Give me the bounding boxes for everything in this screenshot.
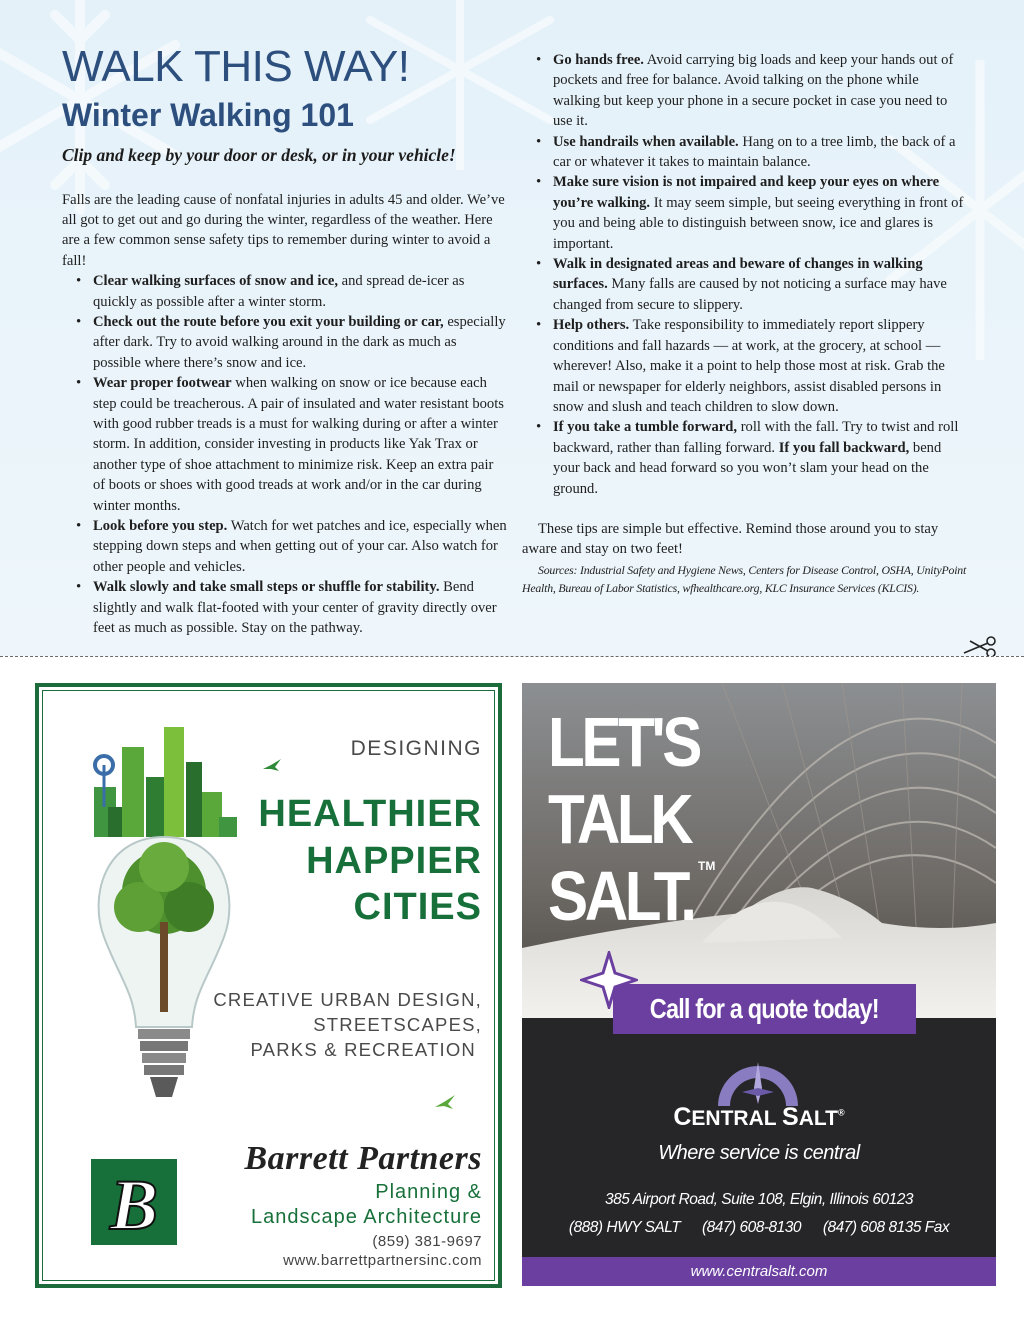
article-tagline: Clip and keep by your door or desk, or in your vehicle! xyxy=(62,144,456,165)
fax-number[interactable]: (847) 608 8135 Fax xyxy=(822,1219,950,1236)
barrett-partners-logo xyxy=(91,1159,177,1245)
trademark-symbol: TM xyxy=(698,859,716,873)
scissors-icon xyxy=(960,632,1000,656)
tip-item: • Look before you step. Watch for wet patches and ice, especially when stepping down steps and when getting out of your car. Also watch for other people and vehicles. xyxy=(62,516,507,577)
article-left-column xyxy=(62,44,507,639)
ad-headline-line: HEALTHIER xyxy=(258,793,482,835)
tip-item: • If you take a tumble forward, roll with the fall. Try to twist and roll backward, rather than falling forward. If you fall backward, bend your back and head forward so you won’t slam your head on the ground. xyxy=(522,417,967,499)
article-sources: Sources: Industrial Safety and Hygiene News, Centers for Disease Control, OSHA, UnityPoint Health, Bureau of Labor Statistics, wfhealthcare.org, KLC Insurance Services (KLCIS). xyxy=(522,562,967,596)
company-name: Barrett Partners xyxy=(244,1140,482,1177)
phone-number[interactable]: (847) 608-8130 xyxy=(702,1219,801,1236)
tip-item: • Wear proper footwear when walking on snow or ice because each step could be treacherous. A pair of insulated and water resistant boots with good rubber treads is a must for walking during or after a winter storm. In addition, consider investing in products like Yak Trax or another type of shoe attachment to minimize risk. Keep an extra pair of boots or shoes with good treads at work and/or in the car during winter months. xyxy=(62,373,507,516)
tip-item: • Clear walking surfaces of snow and ice, and spread de-icer as quickly as possible after a winter storm. xyxy=(62,271,507,312)
star-burst-icon xyxy=(580,951,638,1009)
call-for-quote-button[interactable]: Call for a quote today! xyxy=(613,984,916,1034)
phone-number[interactable]: (888) HWY SALT xyxy=(568,1219,681,1236)
tip-item: • Walk in designated areas and beware of changes in walking surfaces. Many falls are caused by not noticing a surface may have changed from secure to slippery. xyxy=(522,254,967,315)
tips-list-left xyxy=(62,271,507,638)
company-phone[interactable]: (859) 381-9697 xyxy=(372,1233,482,1250)
tip-item: • Go hands free. Avoid carrying big loads and keep your hands out of pockets and free for balance. Avoid talking on the phone while walking but keep your phone in a secure pocket in case you need to use it. xyxy=(522,50,967,132)
ad-headline-line: HAPPIER xyxy=(306,840,482,882)
central-salt-ad[interactable] xyxy=(522,683,996,1286)
compass-logo-icon xyxy=(712,1056,804,1108)
company-tagline: Planning & xyxy=(375,1181,482,1203)
tip-item: • Use handrails when available. Hang on to a tree limb, the back of a car or whatever it takes to maintain balance. xyxy=(522,132,967,173)
company-website-link[interactable]: www.barrettpartnersinc.com xyxy=(283,1252,482,1269)
tip-item: • Make sure vision is not impaired and keep your eyes on where you’re walking. It may seem simple, but seeing everything in front of you and being able to distinguish between snow, ice and glares is important. xyxy=(522,172,967,254)
tip-item: • Help others. Take responsibility to immediately report slippery conditions and fall hazards — at work, at the grocery, at school — wherever! Also, make it a point to help those most at risk. Grab the mail or newspaper for elderly neighbors, assist disabled persons in snow and slush and teach children to slow down. xyxy=(522,315,967,417)
article-intro: Falls are the leading cause of nonfatal injuries in adults 45 and older. We’ve all got to get out and go during the winter, regardless of the weather. Here are a few common sense safety tips to remember during winter to avoid a fall! xyxy=(62,191,505,269)
tip-item: • Walk slowly and take small steps or shuffle for stability. Bend slightly and walk flat-footed with your center of gravity directly over feet as much as possible. Stay on the pathway. xyxy=(62,577,507,638)
ad-headline-line: SALT. xyxy=(548,857,694,935)
article-closing: These tips are simple but effective. Remind those around you to stay aware and stay on two feet! xyxy=(522,520,939,558)
article-subhead: Winter Walking 101 xyxy=(62,97,354,134)
ad-service-line: PARKS & RECREATION xyxy=(250,1039,476,1060)
company-phones xyxy=(522,1219,996,1237)
lightbulb-tree-illustration xyxy=(64,707,264,1147)
ad-headline-line: CITIES xyxy=(353,886,482,928)
walking-article xyxy=(0,0,1024,656)
company-tagline: Landscape Architecture xyxy=(250,1206,482,1228)
ad-headline-line: TALK xyxy=(548,780,691,858)
tip-item: • Check out the route before you exit your building or car, especially after dark. Try to avoid walking around in the dark as much as possible where there’s snow and ice. xyxy=(62,312,507,373)
central-salt-company-name: CENTRAL SALT® xyxy=(673,1103,845,1131)
article-headline: WALK THIS WAY! xyxy=(62,42,410,91)
company-website-link[interactable]: www.centralsalt.com xyxy=(522,1257,996,1286)
cut-line-divider xyxy=(0,656,1024,657)
ad-service-line: CREATIVE URBAN DESIGN, xyxy=(213,989,482,1010)
hummingbird-icon xyxy=(261,757,283,775)
barrett-partners-ad[interactable] xyxy=(35,683,502,1288)
ad-headline-line: LET'S xyxy=(548,703,699,781)
tips-list-right xyxy=(522,50,967,499)
company-slogan: Where service is central xyxy=(658,1142,860,1164)
company-address: 385 Airport Road, Suite 108, Elgin, Illinois 60123 xyxy=(605,1191,913,1208)
svg-text:B: B xyxy=(109,1165,159,1245)
article-right-column xyxy=(522,50,967,598)
ad-service-line: STREETSCAPES, xyxy=(313,1014,482,1035)
hummingbird-icon xyxy=(433,1093,457,1113)
ad-designing-text: DESIGNING xyxy=(350,737,482,760)
